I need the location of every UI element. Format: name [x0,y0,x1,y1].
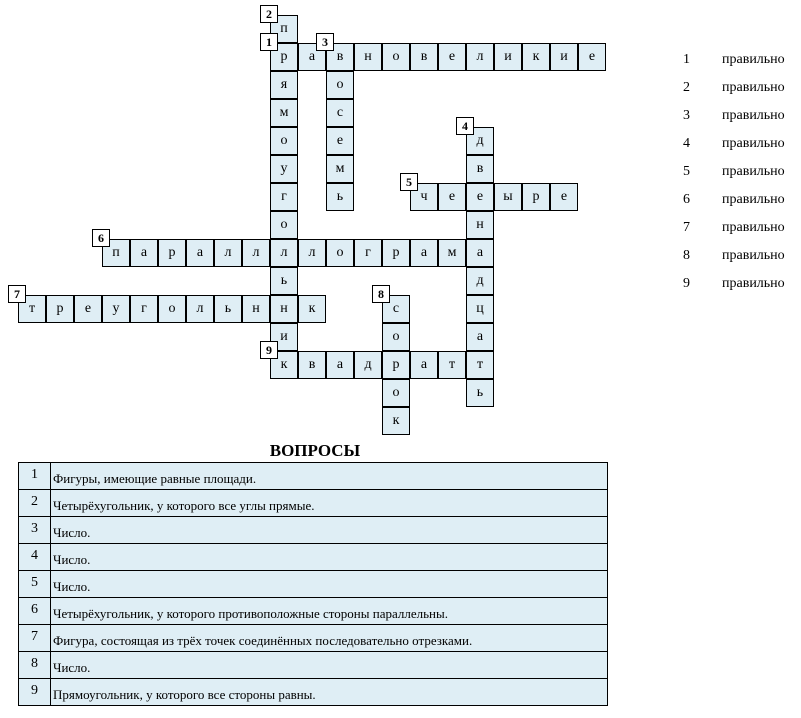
clue-number-9: 9 [260,341,278,359]
question-number: 3 [19,517,51,544]
crossword-cell[interactable]: ч [410,183,438,211]
answer-number: 5 [683,164,690,179]
question-number: 2 [19,490,51,517]
crossword-cell[interactable]: е [438,43,466,71]
question-number: 7 [19,625,51,652]
clue-number-8: 8 [372,285,390,303]
crossword-cell[interactable]: к [522,43,550,71]
crossword-cell[interactable]: и [550,43,578,71]
clue-number-1: 1 [260,33,278,51]
answer-status: правильно [722,192,785,207]
crossword-cell[interactable]: а [466,239,494,267]
crossword-cell[interactable]: о [270,127,298,155]
crossword-cell[interactable]: м [270,99,298,127]
crossword-cell[interactable]: е [326,127,354,155]
crossword-cell[interactable]: о [326,71,354,99]
crossword-cell[interactable]: и [270,323,298,351]
question-text: Число. [51,517,608,544]
crossword-cell[interactable]: м [326,155,354,183]
crossword-cell[interactable]: е [550,183,578,211]
answer-status: правильно [722,80,785,95]
question-number: 5 [19,571,51,598]
crossword-cell[interactable]: а [298,43,326,71]
crossword-cell[interactable]: ь [326,183,354,211]
question-text: Прямоугольник, у которого все стороны равны. [51,679,608,706]
crossword-cell[interactable]: е [578,43,606,71]
answer-status: правильно [722,220,785,235]
crossword-cell[interactable]: ь [466,379,494,407]
crossword-cell[interactable]: р [46,295,74,323]
crossword-cell[interactable]: п [270,15,298,43]
answer-status: правильно [722,136,785,151]
answer-status: правильно [722,248,785,263]
crossword-cell[interactable]: н [354,43,382,71]
crossword-cell[interactable]: л [186,295,214,323]
crossword-cell[interactable]: а [410,351,438,379]
crossword-cell[interactable]: о [270,211,298,239]
crossword-cell[interactable]: а [130,239,158,267]
crossword-cell[interactable]: л [242,239,270,267]
crossword-cell[interactable]: п [102,239,130,267]
crossword-cell[interactable]: к [382,407,410,435]
answer-status: правильно [722,276,785,291]
crossword-cell[interactable]: т [466,351,494,379]
question-number: 6 [19,598,51,625]
question-row [19,571,608,598]
questions-title: ВОПРОСЫ [269,441,361,460]
question-number: 4 [19,544,51,571]
crossword-cell[interactable]: о [382,323,410,351]
crossword-cell[interactable]: о [326,239,354,267]
answer-number: 8 [683,248,690,263]
question-row [19,490,608,517]
crossword-cell[interactable]: л [270,239,298,267]
answer-number: 6 [683,192,690,207]
crossword-cell[interactable]: ь [214,295,242,323]
question-text: Четырёхугольник, у которого все углы прямые. [51,490,608,517]
crossword-cell[interactable]: р [158,239,186,267]
crossword-cell[interactable]: л [298,239,326,267]
crossword-cell[interactable]: а [326,351,354,379]
crossword-cell[interactable]: а [410,239,438,267]
crossword-cell[interactable]: к [298,295,326,323]
crossword-cell[interactable]: к [270,351,298,379]
crossword-cell[interactable]: р [270,43,298,71]
crossword-cell[interactable]: ы [494,183,522,211]
crossword-cell[interactable]: л [214,239,242,267]
questions-table [18,462,608,706]
crossword-cell[interactable]: д [466,267,494,295]
answer-number: 1 [683,52,690,67]
crossword-cell[interactable]: о [382,43,410,71]
crossword-cell[interactable]: г [270,183,298,211]
question-row [19,544,608,571]
question-row [19,625,608,652]
crossword-cell[interactable]: р [522,183,550,211]
question-text: Число. [51,571,608,598]
crossword-cell[interactable]: а [466,323,494,351]
crossword-cell[interactable]: в [298,351,326,379]
clue-number-3: 3 [316,33,334,51]
clue-number-5: 5 [400,173,418,191]
crossword-cell[interactable]: д [466,127,494,155]
clue-number-6: 6 [92,229,110,247]
crossword-cell[interactable]: г [354,239,382,267]
crossword-cell[interactable]: г [130,295,158,323]
question-row [19,517,608,544]
answer-number: 3 [683,108,690,123]
answer-number: 2 [683,80,690,95]
crossword-cell[interactable]: ь [270,267,298,295]
crossword-cell[interactable]: е [438,183,466,211]
question-number: 8 [19,652,51,679]
question-row [19,652,608,679]
crossword-cell[interactable]: с [382,295,410,323]
crossword-cell[interactable]: м [438,239,466,267]
question-row [19,463,608,490]
crossword-cell[interactable]: т [438,351,466,379]
crossword-cell[interactable]: н [270,295,298,323]
clue-number-7: 7 [8,285,26,303]
crossword-cell[interactable]: в [410,43,438,71]
crossword-cell[interactable]: е [466,183,494,211]
crossword-cell[interactable]: я [270,71,298,99]
answer-status: правильно [722,52,785,67]
crossword-cell[interactable]: в [466,155,494,183]
question-text: Четырёхугольник, у которого противоположные стороны параллельны. [51,598,608,625]
crossword-cell[interactable]: р [382,239,410,267]
crossword-cell[interactable]: н [242,295,270,323]
answer-status: правильно [722,164,785,179]
crossword-cell[interactable]: о [158,295,186,323]
crossword-cell[interactable]: н [466,211,494,239]
answer-status: правильно [722,108,785,123]
question-row [19,598,608,625]
answer-number: 4 [683,136,690,151]
question-number: 1 [19,463,51,490]
answer-number: 9 [683,276,690,291]
crossword-cell[interactable]: у [270,155,298,183]
crossword-cell[interactable]: д [354,351,382,379]
crossword-cell[interactable]: л [466,43,494,71]
crossword-cell[interactable]: в [326,43,354,71]
clue-number-4: 4 [456,117,474,135]
question-number: 9 [19,679,51,706]
question-text: Число. [51,544,608,571]
crossword-cell[interactable]: ц [466,295,494,323]
question-text: Фигура, состоящая из трёх точек соединённых последовательно отрезками. [51,625,608,652]
clue-number-2: 2 [260,5,278,23]
question-text: Число. [51,652,608,679]
crossword-cell[interactable]: о [382,379,410,407]
crossword-cell[interactable]: с [326,99,354,127]
crossword-cell[interactable]: е [74,295,102,323]
crossword-cell[interactable]: т [18,295,46,323]
question-text: Фигуры, имеющие равные площади. [51,463,608,490]
question-row [19,679,608,706]
crossword-cell[interactable]: р [382,351,410,379]
answer-number: 7 [683,220,690,235]
crossword-cell[interactable]: и [494,43,522,71]
crossword-cell[interactable]: а [186,239,214,267]
crossword-cell[interactable]: у [102,295,130,323]
